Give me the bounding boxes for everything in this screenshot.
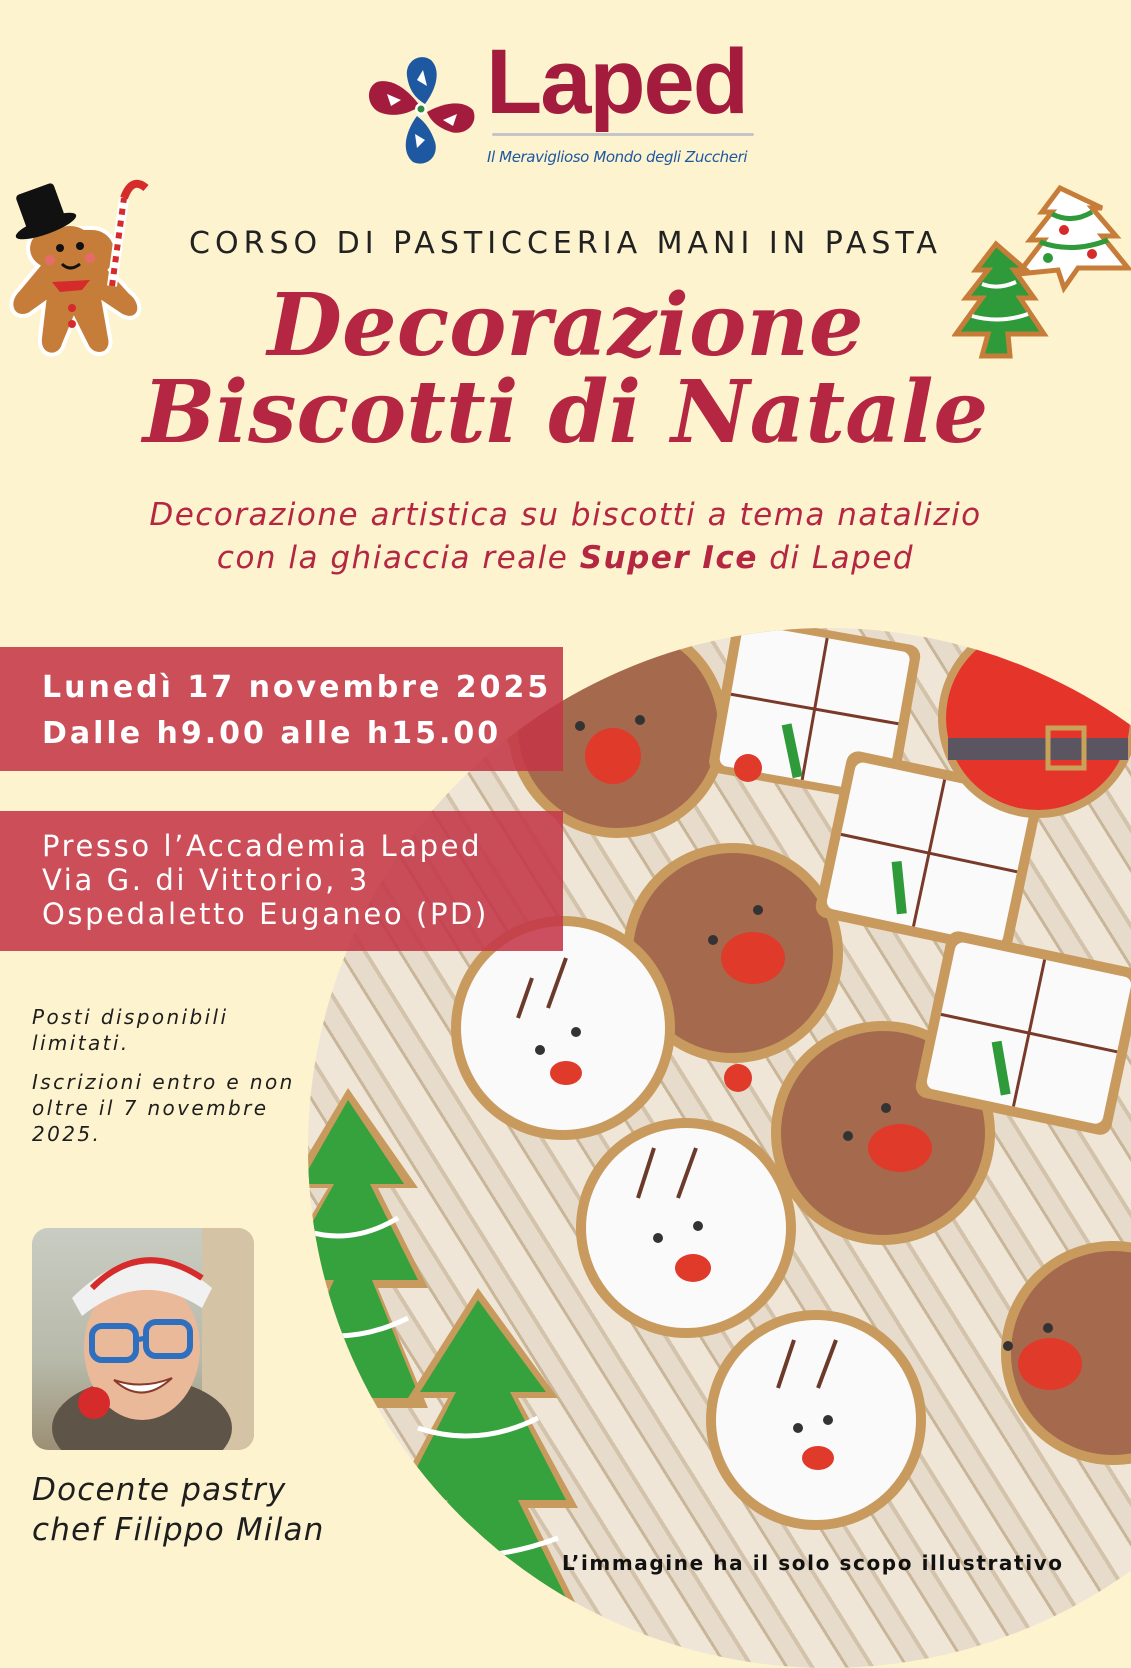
subtitle-text-pre: con la ghiaccia reale <box>216 540 580 576</box>
cookies-photo <box>308 628 1131 1668</box>
event-date-band <box>0 647 563 771</box>
chef-caption-line-1: Docente pastry <box>32 1472 287 1508</box>
subtitle-line-1: Decorazione artistica su biscotti a tema natalizio <box>149 497 982 533</box>
product-name: Super Ice <box>579 540 758 576</box>
event-city: Ospedaletto Euganeo (PD) <box>42 897 489 931</box>
page-title-line-2: Biscotti di Natale <box>142 362 989 463</box>
subtitle-text-post: di Laped <box>757 540 915 576</box>
note-limited-seats: Posti disponibili limitati. <box>32 1005 229 1055</box>
chef-caption <box>32 1470 325 1550</box>
event-address: Via G. di Vittorio, 3 <box>42 863 370 897</box>
brand-tagline: Il Meraviglioso Mondo degli Zuccheri <box>487 148 748 166</box>
note-registration-deadline: Iscrizioni entro e non oltre il 7 novembre 2025. <box>32 1070 295 1146</box>
chef-caption-line-2: chef Filippo Milan <box>32 1512 325 1548</box>
brand-name: Laped <box>486 31 747 133</box>
laped-logo-icon <box>357 48 483 174</box>
subtitle-line-2 <box>0 540 1131 576</box>
image-disclaimer: L’immagine ha il solo scopo illustrativo <box>562 1551 1064 1575</box>
event-date: Lunedì 17 novembre 2025 <box>42 670 552 705</box>
event-time: Dalle h9.00 alle h15.00 <box>42 716 502 751</box>
page-title-line-1: Decorazione <box>267 275 864 376</box>
event-venue: Presso l’Accademia Laped <box>42 829 483 863</box>
chef-photo <box>32 1228 254 1450</box>
event-place-band <box>0 811 563 951</box>
course-label: CORSO DI PASTICCERIA MANI IN PASTA <box>189 226 942 261</box>
logo-divider <box>492 133 754 136</box>
